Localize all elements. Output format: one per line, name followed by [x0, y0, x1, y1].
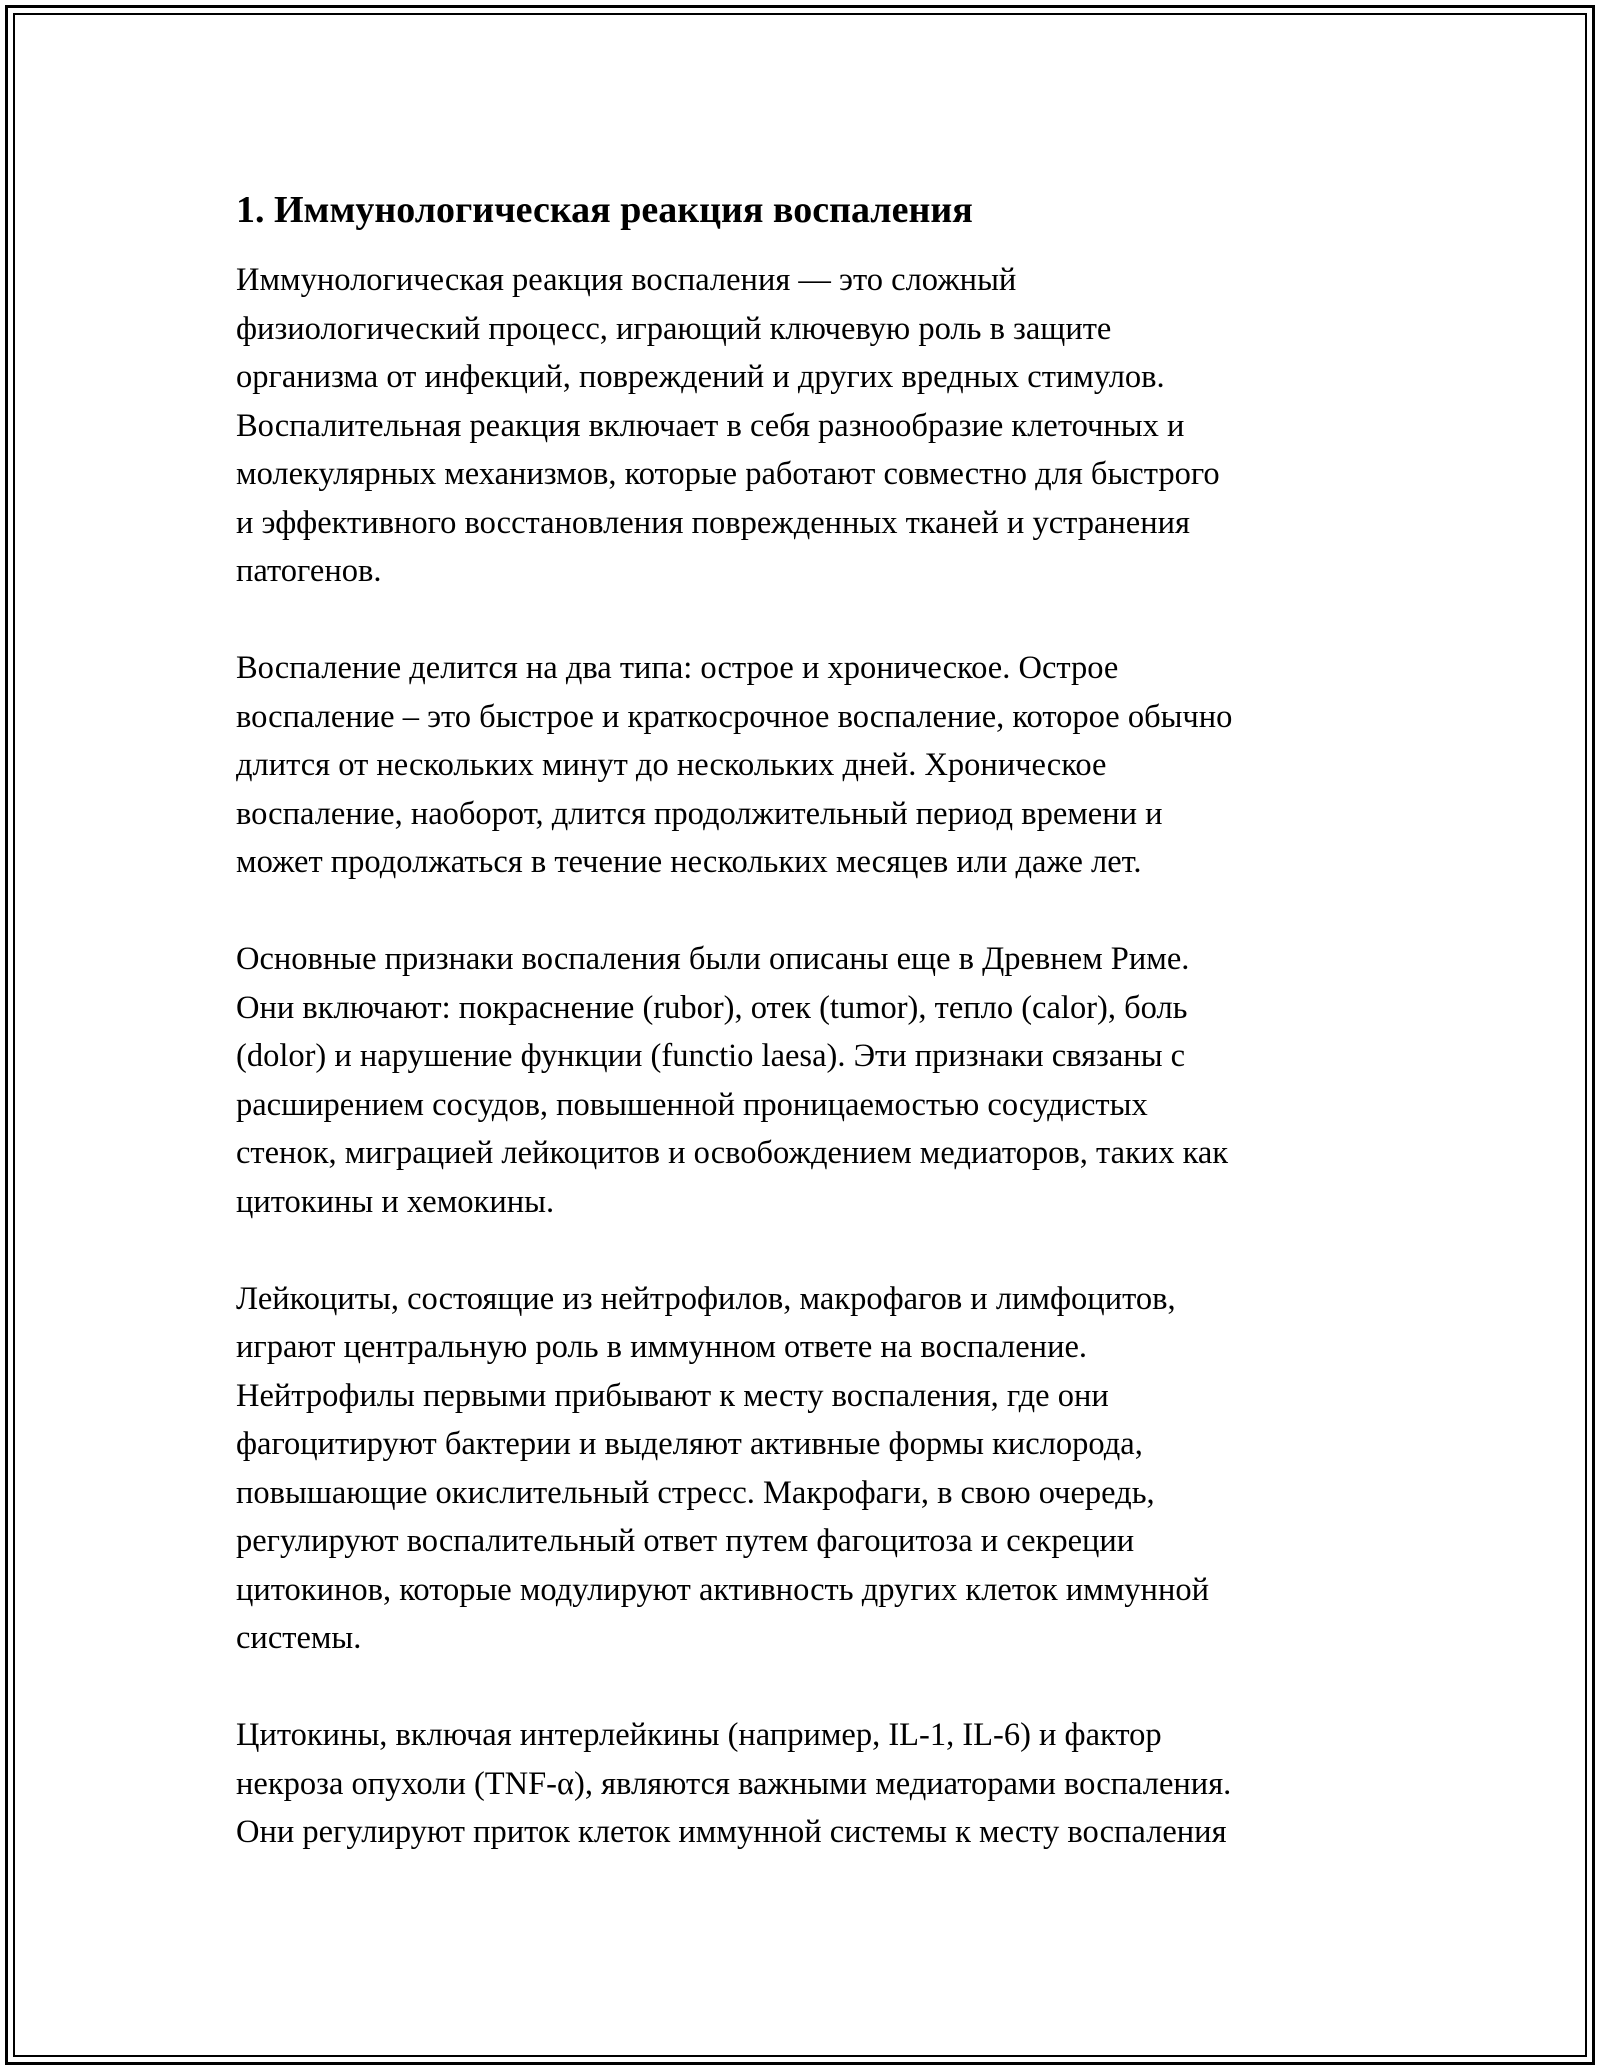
paragraph-types: Воспаление делится на два типа: острое и хроническое. Острое воспаление – это быстрое и краткосрочное воспаление, которое обычно длится от нескольких минут до нескольких дней. Хроническое воспаление, наоборот, длится продолжительный период времени и может продолжаться в течение нескольких месяцев или даже лет.: [236, 650, 1233, 880]
paragraph-signs: Основные признаки воспаления были описаны еще в Древнем Риме. Они включают: покраснение (rubor), отек (tumor), тепло (calor), боль (dolor) и нарушение функции (functio laesa). Эти признаки связаны с расширением сосудов, повышенной проницаемостью сосудистых стенок, миграцией лейкоцитов и освобождением медиаторов, таких как цитокины и хемокины.: [236, 941, 1229, 1220]
document-body: [236, 186, 1376, 1905]
paragraph-cytokines: Цитокины, включая интерлейкины (например, IL-1, IL-6) и фактор некроза опухоли (TNF-α), являются важными медиаторами воспаления. Они регулируют приток клеток иммунной системы к месту воспаления: [236, 1717, 1232, 1850]
paragraph-intro: Иммунологическая реакция воспаления — это сложный физиологический процесс, играющий ключевую роль в защите организма от инфекций, повреждений и других вредных стимулов. Воспалительная реакция включает в себя разнообразие клеточных и молекулярных механизмов, которые работают совместно для быстрого и эффективного восстановления поврежденных тканей и устранения патогенов.: [236, 262, 1220, 589]
paragraph-leukocytes: Лейкоциты, состоящие из нейтрофилов, макрофагов и лимфоцитов, играют центральную роль в иммунном ответе на воспаление. Нейтрофилы первыми прибывают к месту воспаления, где они фагоцитируют бактерии и выделяют активные формы кислорода, повышающие окислительный стресс. Макрофаги, в свою очередь, регулируют воспалительный ответ путем фагоцитоза и секреции цитокинов, которые модулируют активность других клеток иммунной системы.: [236, 1280, 1209, 1656]
section-heading: 1. Иммунологическая реакция воспаления: [236, 189, 973, 231]
